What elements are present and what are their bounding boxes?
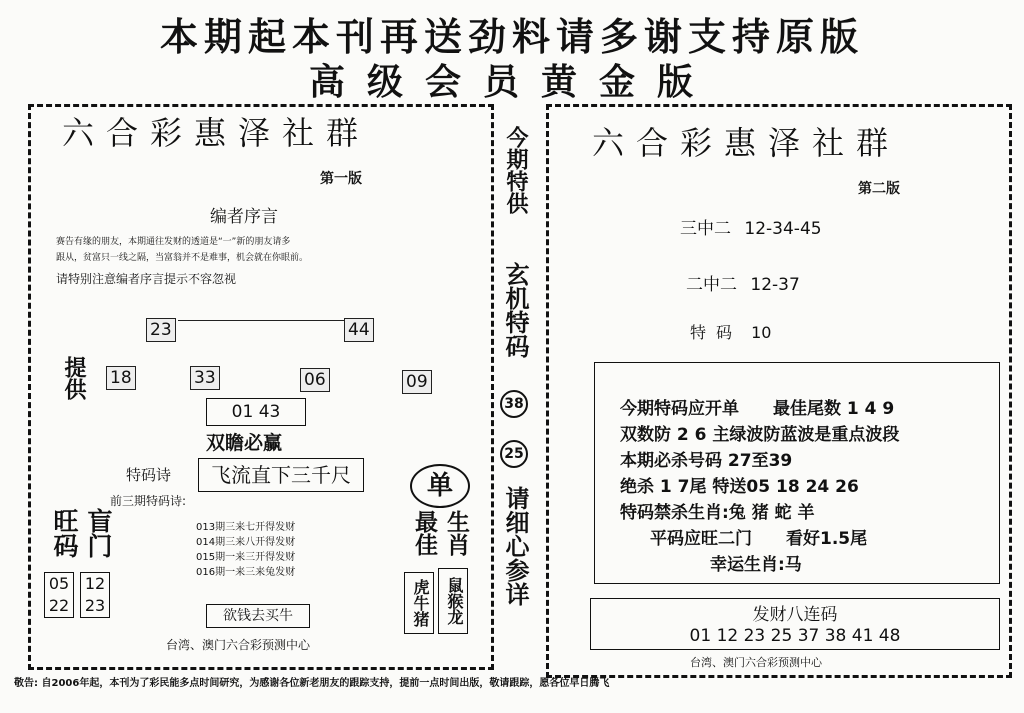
left-center: 台湾、澳门六合彩预测中心 [166, 638, 311, 652]
mang-numbers [80, 572, 110, 618]
top-right-number: 44 [344, 318, 374, 342]
mang-number: 23 [84, 596, 106, 615]
mang-number: 12 [84, 574, 106, 593]
history-item: 016期一来三来兔发财 [196, 567, 296, 578]
er-zhong-er-row [686, 270, 800, 295]
row-number-3: 06 [300, 368, 330, 392]
left-title: 六合彩惠泽社群 [62, 114, 371, 152]
analysis-line: 本期必杀号码 27至39 [620, 451, 793, 471]
wang-number: 22 [48, 596, 70, 615]
right-title: 六合彩惠泽社群 [592, 124, 901, 162]
er-zhong-er-label: 二中二 [686, 275, 737, 295]
analysis-line: 平码应旺二门 看好1.5尾 [650, 529, 868, 549]
slogan-box: 欲钱去买牛 [206, 604, 310, 628]
footer-label: 敬告: [14, 678, 38, 689]
middle-bottom-text: 请细心参详 [501, 486, 529, 606]
box-numbers: 01 43 [206, 398, 306, 426]
preface-note: 请特别注意编者序言提示不容忽视 [56, 272, 237, 286]
wang-number: 05 [48, 574, 70, 593]
preface-line2: 跟从，贫富只一线之隔，当富翁并不是难事，机会就在你眼前。 [56, 253, 309, 263]
top-left-number: 23 [146, 318, 176, 342]
te-ma-number: 10 [751, 323, 772, 342]
zodiac-box-b: 鼠猴龙 [438, 568, 468, 634]
prev-label: 前三期特码诗: [110, 494, 187, 508]
row-number-2: 33 [190, 366, 220, 390]
analysis-line: 幸运生肖:马 [710, 555, 802, 575]
history-item: 014期三来八开得发财 [196, 537, 296, 548]
analysis-lines [620, 396, 899, 578]
fa-cai-numbers: 01 12 23 25 37 38 41 48 [689, 626, 901, 646]
header-line1: 本期起本刊再送劲料请多谢支持原版 [159, 14, 864, 59]
mang-men-label: 盲门 [84, 508, 113, 558]
header-line2: 高级会员黄金版 [308, 61, 715, 103]
preface-line1: 赛告有缘的朋友，本期通往发财的透道是“一”新的朋友请多 [56, 237, 291, 247]
zui-jia-label: 最佳 [411, 510, 437, 556]
analysis-line: 双数防 2 6 主绿波防蓝波是重点波段 [620, 425, 900, 445]
te-ma-row [690, 320, 771, 343]
wang-ma-label: 旺码 [50, 508, 79, 558]
er-zhong-er-numbers: 12-37 [750, 275, 800, 295]
right-edition: 第二版 [858, 181, 900, 197]
sheng-xiao-label: 生肖 [443, 510, 469, 556]
double-text: 双瞻必赢 [206, 432, 283, 454]
circle-number-1: 38 [500, 390, 528, 418]
analysis-line: 特码禁杀生肖:兔 猪 蛇 羊 [620, 503, 815, 523]
analysis-line: 今期特码应开单 最佳尾数 1 4 9 [620, 399, 895, 419]
footer-text: 自2006年起，本刊为了彩民能多点时间研究，为感谢各位新老朋友的跟踪支持，提前一点时间出版，敬请跟踪，愿各位早日腾飞 [41, 678, 610, 689]
history-item: 015期一来三开得发财 [196, 552, 296, 563]
footer [14, 674, 609, 689]
wang-numbers [44, 572, 74, 618]
connector-line [178, 320, 344, 321]
middle-top-text: 今期特供 [503, 126, 528, 214]
provide-label: 提供 [61, 356, 86, 400]
history-item: 013期三来七开得发财 [196, 522, 296, 533]
san-zhong-er-label: 三中二 [680, 219, 731, 239]
circle-number-2: 25 [500, 440, 528, 468]
left-edition: 第一版 [320, 171, 362, 187]
san-zhong-er-numbers: 12-34-45 [744, 219, 822, 239]
te-ma-label: 特码 [690, 323, 743, 342]
fa-cai-title: 发财八连码 [752, 605, 838, 625]
poem-box: 飞流直下三千尺 [198, 458, 364, 492]
san-zhong-er-row [680, 214, 822, 239]
history-list [196, 520, 295, 580]
right-center: 台湾、澳门六合彩预测中心 [690, 656, 822, 669]
middle-mid-text: 玄机特码 [501, 262, 529, 358]
row-number-4: 09 [402, 370, 432, 394]
analysis-line: 绝杀 1 7尾 特送05 18 24 26 [620, 477, 859, 497]
zodiac-box-a: 虎牛猪 [404, 572, 434, 634]
row-number-1: 18 [106, 366, 136, 390]
preface-title: 编者序言 [210, 207, 278, 227]
dan-oval: 单 [410, 464, 470, 508]
poem-label: 特码诗 [126, 466, 172, 484]
